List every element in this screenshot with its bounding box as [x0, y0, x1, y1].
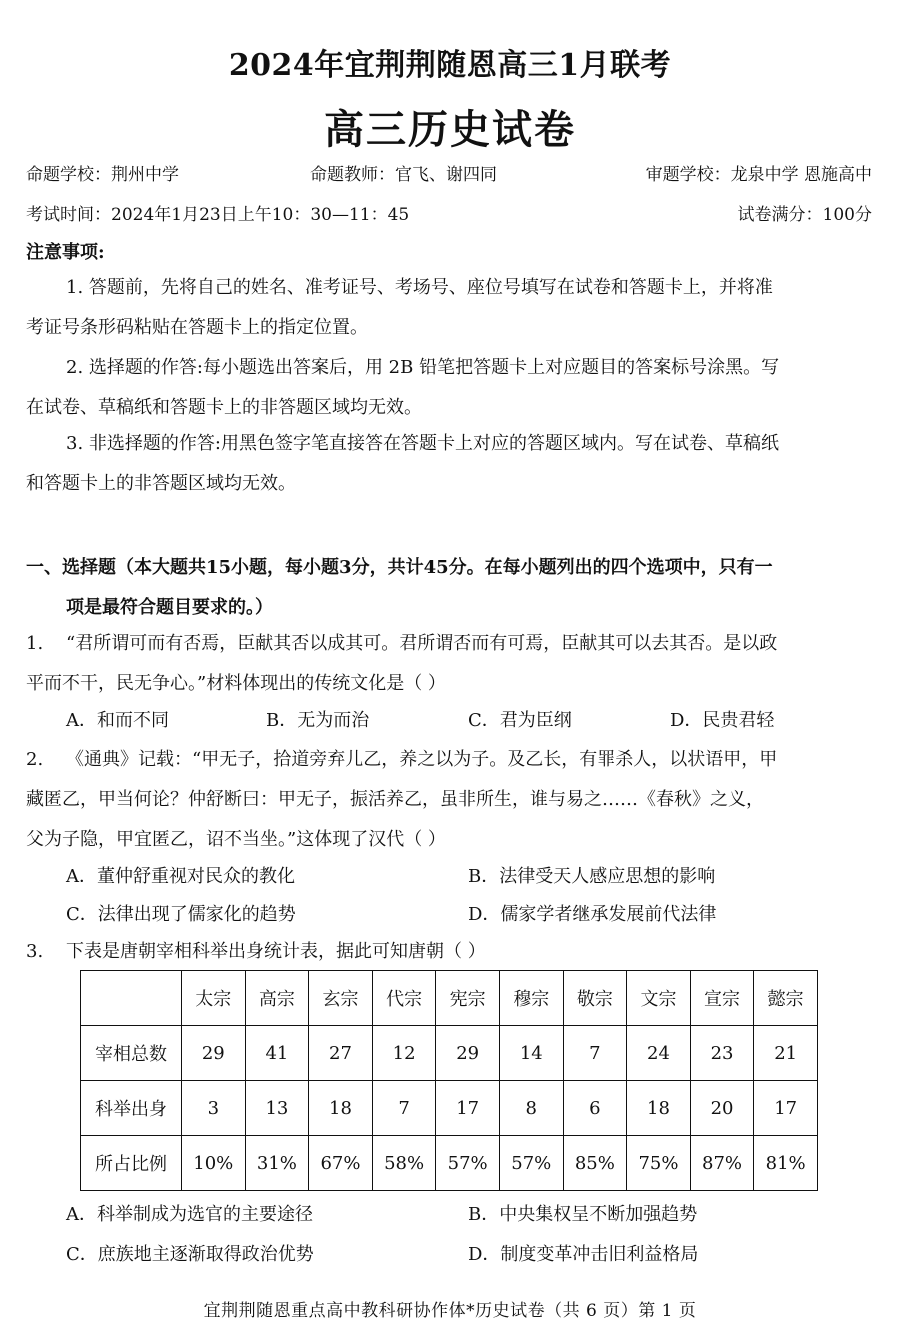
table-corner-cell [81, 971, 182, 1026]
question-number: 1. [26, 633, 44, 654]
notice-line: 在试卷、草稿纸和答题卡上的非答题区域均无效。 [26, 397, 422, 418]
table-cell: 6 [563, 1081, 627, 1136]
table-cell: 18 [627, 1081, 691, 1136]
table-header-cell: 宪宗 [436, 971, 500, 1026]
exam-subtitle: 高三历史试卷 [324, 106, 576, 153]
page-footer: 宜荆荆随恩重点高中教科研协作体*历史试卷（共 6 页）第 1 页 [203, 1301, 697, 1321]
table-cell: 29 [182, 1026, 246, 1081]
table-cell: 14 [499, 1026, 563, 1081]
table-header-cell: 高宗 [245, 971, 309, 1026]
question-line: 平而不干，民无争心。”材料体现出的传统文化是（ ） [26, 673, 446, 694]
table-cell: 23 [690, 1026, 754, 1081]
question-number: 3. [26, 941, 44, 962]
table-cell: 18 [309, 1081, 373, 1136]
option-d[interactable]: D．制度变革冲击旧利益格局 [468, 1244, 699, 1265]
exam-title: 2024年宜荆荆随恩高三1月联考 [228, 48, 672, 83]
table-cell: 75% [627, 1136, 691, 1191]
chancellor-exam-table [80, 970, 818, 1191]
option-a[interactable]: A．董仲舒重视对民众的教化 [66, 866, 295, 887]
review-schools: 审题学校：龙泉中学 恩施高中 [645, 165, 872, 185]
table-cell: 57% [436, 1136, 500, 1191]
question-line: 《通典》记载：“甲无子，拾道旁弃儿乙，养之以为子。及乙长，有罪杀人，以状语甲，甲 [66, 749, 778, 770]
notice-item-1 [26, 268, 872, 348]
table-header-cell: 太宗 [182, 971, 246, 1026]
notice-line: 2. 选择题的作答:每小题选出答案后，用 2B 铅笔把答题卡上对应题目的答案标号涂黑。写 [66, 357, 780, 378]
table-header-row [81, 971, 818, 1026]
table-row-label: 科举出身 [81, 1081, 182, 1136]
option-b[interactable]: B．法律受天人感应思想的影响 [468, 866, 716, 887]
table-header-cell: 玄宗 [309, 971, 373, 1026]
question-line: 父为子隐，甲宜匿乙，诏不当坐。”这体现了汉代（ ） [26, 829, 446, 850]
table-header-cell: 文宗 [627, 971, 691, 1026]
table-cell: 81% [754, 1136, 818, 1191]
section-heading-line: 一、选择题（本大题共15小题，每小题3分，共计45分。在每小题列出的四个选项中，只有一 [26, 557, 773, 578]
table-cell: 12 [372, 1026, 436, 1081]
option-b[interactable]: B．无为而治 [266, 710, 370, 731]
notice-item-2 [26, 348, 872, 428]
question-line: “君所谓可而有否焉，臣献其否以成其可。君所谓否而有可焉，臣献其可以去其否。是以政 [66, 633, 778, 654]
option-b[interactable]: B．中央集权呈不断加强趋势 [468, 1204, 698, 1225]
option-c[interactable]: C．庶族地主逐渐取得政治优势 [66, 1244, 314, 1265]
section-heading [26, 548, 872, 628]
notice-line: 1. 答题前，先将自己的姓名、准考证号、考场号、座位号填写在试卷和答题卡上，并将准 [66, 277, 773, 298]
table-cell: 29 [436, 1026, 500, 1081]
table-cell: 20 [690, 1081, 754, 1136]
table-cell: 17 [754, 1081, 818, 1136]
option-a[interactable]: A．和而不同 [66, 710, 169, 731]
table-header-cell: 宣宗 [690, 971, 754, 1026]
table-cell: 58% [372, 1136, 436, 1191]
question-line: 下表是唐朝宰相科举出身统计表，据此可知唐朝（ ） [66, 941, 486, 962]
table-row-label: 宰相总数 [81, 1026, 182, 1081]
section-heading-line: 项是最符合题目要求的。） [66, 597, 273, 618]
table-cell: 7 [372, 1081, 436, 1136]
table-cell: 3 [182, 1081, 246, 1136]
table-cell: 87% [690, 1136, 754, 1191]
table-cell: 24 [627, 1026, 691, 1081]
table-header-cell: 懿宗 [754, 971, 818, 1026]
table-cell: 8 [499, 1081, 563, 1136]
table-row [81, 1026, 818, 1081]
table-cell: 7 [563, 1026, 627, 1081]
notice-heading: 注意事项: [26, 242, 105, 263]
table-cell: 85% [563, 1136, 627, 1191]
question-number: 2. [26, 749, 44, 770]
table-header-cell: 敬宗 [563, 971, 627, 1026]
notice-line: 3. 非选择题的作答:用黑色签字笔直接答在答题卡上对应的答题区域内。写在试卷、草稿纸 [66, 433, 779, 454]
question-2 [26, 740, 872, 860]
table-cell: 21 [754, 1026, 818, 1081]
table-cell: 27 [309, 1026, 373, 1081]
table-cell: 31% [245, 1136, 309, 1191]
notice-line: 考证号条形码粘贴在答题卡上的指定位置。 [26, 317, 368, 338]
setter-teachers: 命题教师：官飞、谢四同 [310, 165, 497, 185]
option-c[interactable]: C．君为臣纲 [468, 710, 572, 731]
setter-school: 命题学校：荆州中学 [26, 165, 179, 185]
option-a[interactable]: A．科举制成为选官的主要途径 [66, 1204, 313, 1225]
notice-line: 和答题卡上的非答题区域均无效。 [26, 473, 296, 494]
option-d[interactable]: D．儒家学者继承发展前代法律 [468, 904, 717, 925]
table-row-label: 所占比例 [81, 1136, 182, 1191]
notice-item-3 [26, 424, 872, 504]
table-cell: 10% [182, 1136, 246, 1191]
table-header-cell: 代宗 [372, 971, 436, 1026]
question-3 [26, 932, 872, 972]
table-cell: 13 [245, 1081, 309, 1136]
table-cell: 17 [436, 1081, 500, 1136]
table-cell: 57% [499, 1136, 563, 1191]
option-d[interactable]: D．民贵君轻 [670, 710, 775, 731]
exam-time: 考试时间：2024年1月23日上午10：30—11：45 [26, 205, 410, 225]
table-cell: 41 [245, 1026, 309, 1081]
full-score: 试卷满分：100分 [737, 205, 872, 225]
question-1 [26, 624, 872, 704]
table-header-cell: 穆宗 [499, 971, 563, 1026]
question-line: 藏匿乙，甲当何论？仲舒断曰：甲无子，振活养乙，虽非所生，谁与易之……《春秋》之义， [26, 789, 764, 810]
table-cell: 67% [309, 1136, 373, 1191]
table-row [81, 1081, 818, 1136]
option-c[interactable]: C．法律出现了儒家化的趋势 [66, 904, 296, 925]
table-row [81, 1136, 818, 1191]
